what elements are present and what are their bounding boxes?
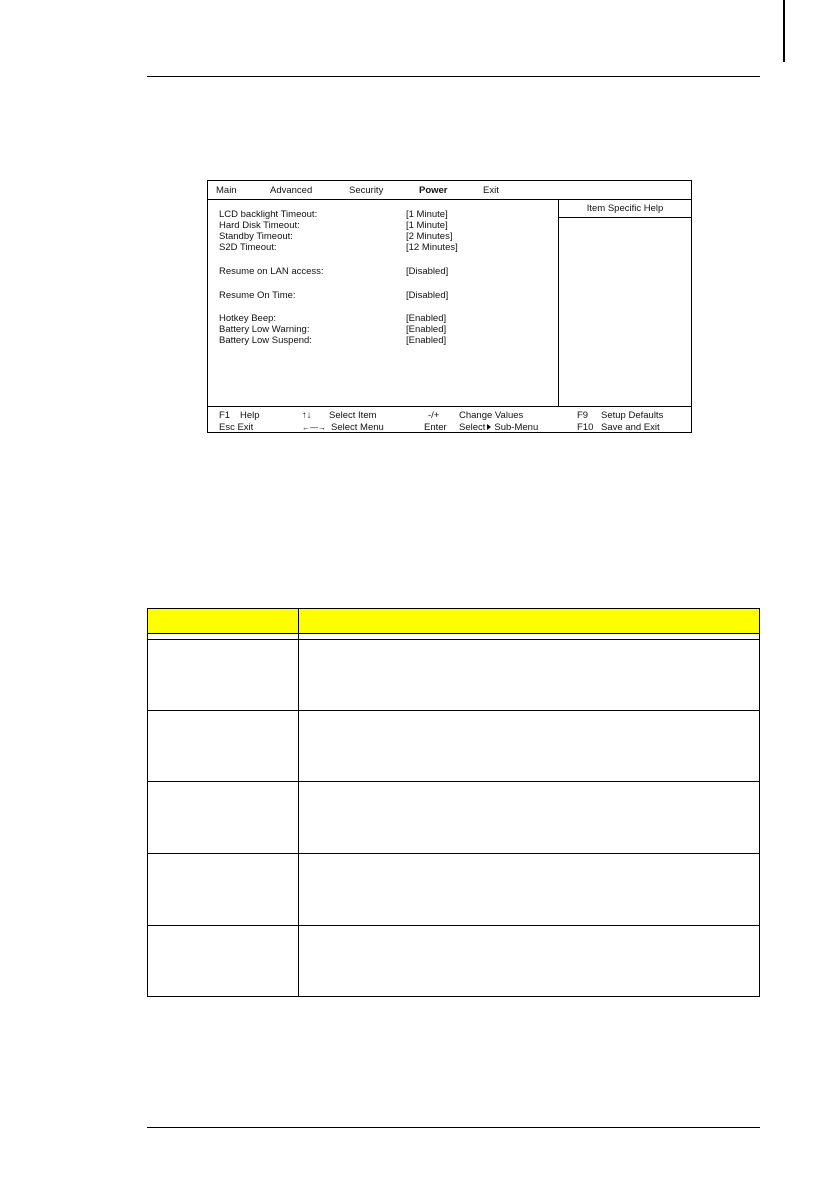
setting-value[interactable]: [1 Minute] <box>406 220 448 231</box>
bios-screen <box>207 180 692 433</box>
setting-row[interactable] <box>219 209 549 220</box>
up-down-arrows-icon: ↑↓ <box>302 410 312 421</box>
setting-label: LCD backlight Timeout: <box>219 209 318 220</box>
setting-row[interactable] <box>219 231 549 242</box>
table-row <box>148 640 759 711</box>
table-row <box>148 854 759 926</box>
setting-label: Standby Timeout: <box>219 231 293 242</box>
select-menu-label: Select Menu <box>331 422 384 433</box>
setting-value[interactable]: [Enabled] <box>406 335 447 346</box>
setting-row[interactable] <box>219 290 549 301</box>
menu-security[interactable]: Security <box>349 185 384 196</box>
enter-key: Enter <box>424 422 447 433</box>
setting-row[interactable] <box>219 220 549 231</box>
setting-value[interactable]: [Disabled] <box>406 290 449 301</box>
table-header <box>148 609 759 634</box>
setting-label: Hotkey Beep: <box>219 313 277 324</box>
setting-value[interactable]: [1 Minute] <box>406 209 448 220</box>
setting-label: Battery Low Warning: <box>219 324 310 335</box>
setting-value[interactable]: [12 Minutes] <box>406 242 458 253</box>
table-cell-description <box>299 782 759 853</box>
setting-label: Battery Low Suspend: <box>219 335 312 346</box>
help-panel <box>559 200 691 406</box>
select-item-label: Select Item <box>329 410 377 421</box>
f1-key: F1 <box>219 410 231 421</box>
right-triangle-icon <box>487 424 491 430</box>
setting-row[interactable] <box>219 324 549 335</box>
setting-value[interactable]: [Enabled] <box>406 324 447 335</box>
select-label: Select <box>459 422 486 433</box>
table-row <box>148 926 759 996</box>
parameter-table <box>147 608 760 997</box>
select-submenu-label <box>459 422 538 433</box>
table-cell-parameter <box>148 711 298 781</box>
menu-power[interactable]: Power <box>419 185 448 196</box>
setting-label: Hard Disk Timeout: <box>219 220 300 231</box>
setting-value[interactable]: [2 Minutes] <box>406 231 453 242</box>
table-cell-parameter <box>148 782 298 853</box>
f9-key: F9 <box>577 410 589 421</box>
header-rule <box>147 76 760 77</box>
table-cell-description <box>299 711 759 781</box>
f10-label: Save and Exit <box>601 422 660 433</box>
setting-row[interactable] <box>219 335 549 346</box>
setting-value[interactable]: [Disabled] <box>406 266 449 277</box>
change-values-label: Change Values <box>459 410 524 421</box>
settings-panel <box>208 200 559 406</box>
setting-label: S2D Timeout: <box>219 242 277 253</box>
submenu-label: Sub-Menu <box>494 422 539 433</box>
bios-menu-bar <box>208 181 691 200</box>
setting-row[interactable] <box>219 313 549 324</box>
f1-label: Help <box>240 410 260 421</box>
minus-plus-key: -/+ <box>428 410 440 421</box>
table-cell-parameter <box>148 926 298 996</box>
esc-exit-label: Esc Exit <box>219 422 254 433</box>
setting-row[interactable] <box>219 242 549 253</box>
setting-label: Resume On Time: <box>219 290 296 301</box>
help-title: Item Specific Help <box>559 200 691 218</box>
menu-advanced[interactable]: Advanced <box>270 185 313 196</box>
setting-value[interactable]: [Enabled] <box>406 313 447 324</box>
table-row <box>148 711 759 782</box>
table-cell-description <box>299 926 759 996</box>
table-cell-description <box>299 640 759 710</box>
table-column-divider <box>298 609 299 996</box>
menu-main[interactable]: Main <box>216 185 237 196</box>
table-row <box>148 782 759 854</box>
footer-rule <box>147 1127 760 1128</box>
left-right-arrows-icon: ←—→ <box>302 423 326 432</box>
bios-key-legend <box>208 406 691 432</box>
table-cell-description <box>299 854 759 925</box>
setting-label: Resume on LAN access: <box>219 266 324 277</box>
f10-key: F10 <box>577 422 594 433</box>
page-edge-mark <box>783 0 785 62</box>
setting-row[interactable] <box>219 266 549 277</box>
menu-exit[interactable]: Exit <box>483 185 499 196</box>
table-cell-parameter <box>148 640 298 710</box>
table-cell-parameter <box>148 854 298 925</box>
f9-label: Setup Defaults <box>601 410 664 421</box>
